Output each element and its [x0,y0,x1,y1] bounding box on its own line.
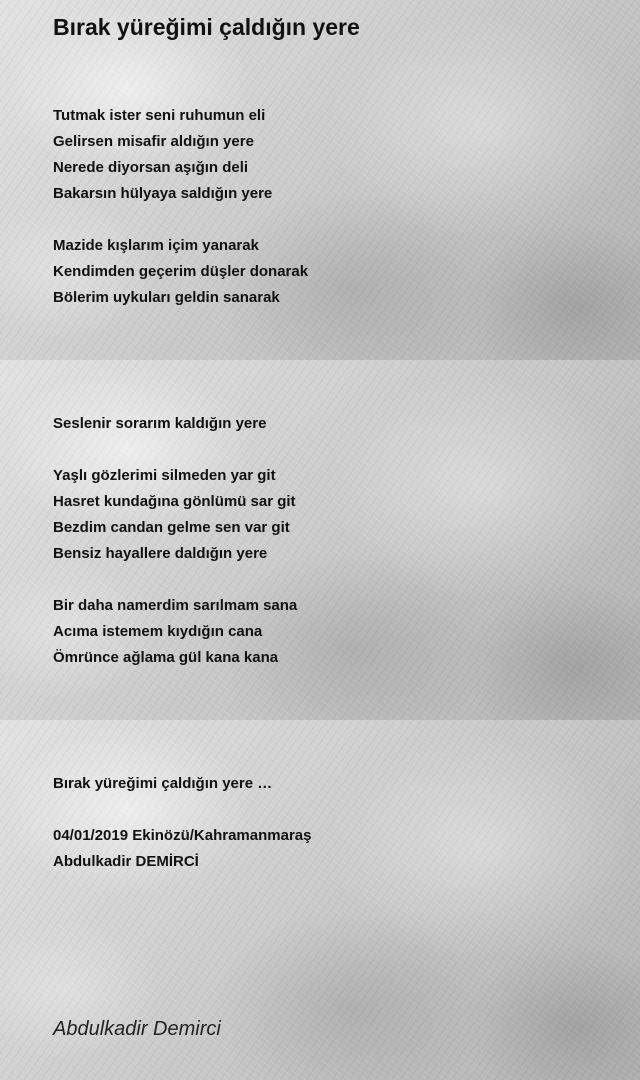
poem-line: Yaşlı gözlerimi silmeden yar git [53,467,276,484]
stanza [53,411,266,437]
poem-line: Gelirsen misafir aldığın yere [53,133,254,150]
poem-panel-2 [0,360,640,720]
poem-line: Ömrünce ağlama gül kana kana [53,649,279,666]
poem-footer [53,823,311,875]
poem-line: Bir daha namerdim sarılmam sana [53,597,298,614]
poem-line: Hasret kundağına gönlümü sar git [53,493,296,510]
poem-line: Bensiz hayallere daldığın yere [53,545,268,562]
poem-line: Bakarsın hülyaya saldığın yere [53,185,273,202]
poem-line: Nerede diyorsan aşığın deli [53,159,249,176]
poem-line: Seslenir sorarım kaldığın yere [53,415,267,432]
stanza [53,593,297,671]
author-signature: Abdulkadir Demirci [53,1018,221,1040]
stanza [53,771,272,797]
poem-line: Bölerim uykuları geldin sanarak [53,289,280,306]
poem-date-location: 04/01/2019 Ekinözü/Kahramanmaraş [53,827,312,844]
poem-line: Bezdim candan gelme sen var git [53,519,290,536]
poem-author-line: Abdulkadir DEMİRCİ [53,853,199,870]
poem-line: Kendimden geçerim düşler donarak [53,263,309,280]
stanza [53,103,272,207]
poem-line: Acıma istemem kıydığın cana [53,623,263,640]
poem-line: Mazide kışlarım içim yanarak [53,237,259,254]
poem-line: Bırak yüreğimi çaldığın yere … [53,775,273,792]
stanza [53,233,308,311]
poem-panel-3 [0,720,640,1080]
stanza [53,463,296,567]
poem-panel-1 [0,0,640,360]
poem-line: Tutmak ister seni ruhumun eli [53,107,266,124]
page-title: Bırak yüreğimi çaldığın yere [53,14,360,40]
